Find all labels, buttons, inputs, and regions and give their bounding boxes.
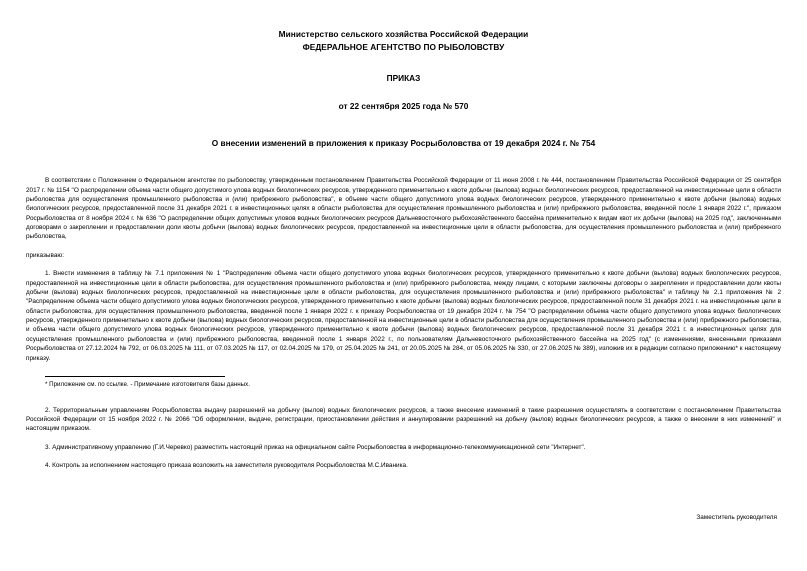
document-header (26, 28, 781, 54)
clause-spacer (26, 390, 781, 406)
ministry-name: Министерство сельского хозяйства Российской Федерации (278, 29, 529, 39)
signature-line: Заместитель руководителя (696, 514, 777, 522)
document-date-number: от 22 сентября 2025 года № 570 (338, 100, 469, 111)
footnote-spacer (26, 363, 781, 376)
document-title: О внесении изменений в приложения к приказу Росрыболовства от 19 декабря 2024 г. № 754 (211, 137, 596, 148)
clause-1: 1. Внести изменения в таблицу № 7.1 приложения № 1 "Распределение объема части общего допустимого улова водных биологических ресурсов, утвержденного применительно к квоте добычи (вылова) водных биологических ресурсов, предоставленной на инвестиционные цели в области рыболовства, для осуществления промышленного рыболовства и (или) прибрежного рыболовства, между лицами, с которыми заключены договоры о закреплении и предоставлении доли квоты добычи (вылова) водных биологических ресурсов, предоставленной на инвестиционные цели в области рыболовства, для осуществления промышленного рыболовства и (или) прибрежного рыболовства" и таблицу № 2.1 приложения № 2 "Распределение объема части общего допустимого улова водных биологических ресурсов, утвержденного применительно к квоте добычи (вылова) водных биологических ресурсов, предоставленной после 31 декабря 2021 г. на инвестиционные цели в области рыболовства, для осуществления промышленного рыболовства, введенной после 1 января 2022 г. к приказу Росрыболовства от 19 декабря 2024 г. № 754 "О распределении объема части общего допустимого улова водных биологических ресурсов, утвержденного применительно к квоте добычи (вылова) водных биологических ресурсов, предоставленной на инвестиционные цели в области рыболовства для осуществления промышленного рыболовства и (или) прибрежного рыболовства, и объема части общего допустимого улова водных биологических ресурсов, утвержденного применительно к квоте добычи (вылова) водных биологических ресурсов, предоставленной после 31 декабря 2021 г. в инвестиционных целях для осуществления промышленного рыболовства и (или) прибрежного рыболовства, введенной после 1 января 2022 г., по пользователям Дальневосточного рыбохозяйственного бассейна на 2025 год" (с изменениями, внесенными приказами Росрыболовства от 27.12.2024 № 792, от 06.03.2025 № 111, от 07.03.2025 № 117, от 02.04.2025 № 179, от 25.04.2025 № 241, от 20.05.2025 № 284, от 05.06.2025 № 330, от 27.06.2025 № 389), изложив их в редакции согласно приложению* к настоящему приказу. (26, 270, 781, 362)
document-type: ПРИКАЗ (386, 72, 421, 83)
clause-3: 3. Административному управлению (Г.И.Черевко) разместить настоящий приказ на официальном сайте Росрыболовства в информационно-телекоммуникационной сети "Интернет". (45, 443, 586, 451)
order-keyword: приказываю: (26, 251, 64, 259)
clause-2: 2. Территориальным управлениям Росрыболовства выдачу разрешений на добычу (вылов) водных биологических ресурсов, а также внесение изменений в такие разрешения осуществлять в соответствии с постановлением Правительства Российской Федерации от 15 ноября 2022 г. № 2066 "Об оформлении, выдаче, регистрации, приостановлении действия и аннулировании разрешений на добычу (вылов) водных биологических ресурсов, а также о внесении в них изменений" и настоящим приказом. (26, 406, 781, 433)
document-body (26, 176, 781, 521)
preamble-paragraph: В соответствии с Положением о Федеральном агентстве по рыболовству, утвержденным постановлением Правительства Российской Федерации от 11 июня 2008 г. № 444, постановлением Правительства Российской Федерации от 25 сентября 2017 г. № 1154 "О распределении объема части общего допустимого улова водных биологических ресурсов, утвержденного применительно к квоте добычи (вылова) водных биологических ресурсов, предоставленной на инвестиционные цели в области рыболовства для осуществления промышленного рыболовства и (или) прибрежного рыболовства", в объеме части общего допустимого улова водных биологических ресурсов, утвержденного применительно к квоте добычи (вылова) водных биологических ресурсов, предоставленной после 31 декабря 2021 г. в инвестиционных целях в области рыболовства для осуществления промышленного рыболовства и (или) прибрежного рыболовства, введенной после 1 января 2022 г.", приказом Росрыболовства от 8 ноября 2024 г. № 636 "О распределении общих допустимых уловов водных биологических ресурсов Дальневосточного рыбохозяйственного бассейна применительно к видам квот их добычи (вылова) на 2025 год", заключенными договорами о закреплении и предоставлении доли квоты добычи (вылова) водных биологических ресурсов, предоставленной на инвестиционные цели в области рыболовства, для осуществления промышленного рыболовства и (или) прибрежного рыболовства, (26, 177, 781, 241)
clause-4: 4. Контроль за исполнением настоящего приказа возложить на заместителя руководителя Росрыболовства М.С.Иваника. (45, 462, 408, 470)
footnote-divider (45, 376, 225, 377)
agency-name: ФЕДЕРАЛЬНОЕ АГЕНТСТВО ПО РЫБОЛОВСТВУ (302, 41, 505, 52)
footnote-note: * Приложение см. по ссылке. - Примечание изготовителя базы данных. (45, 380, 250, 388)
